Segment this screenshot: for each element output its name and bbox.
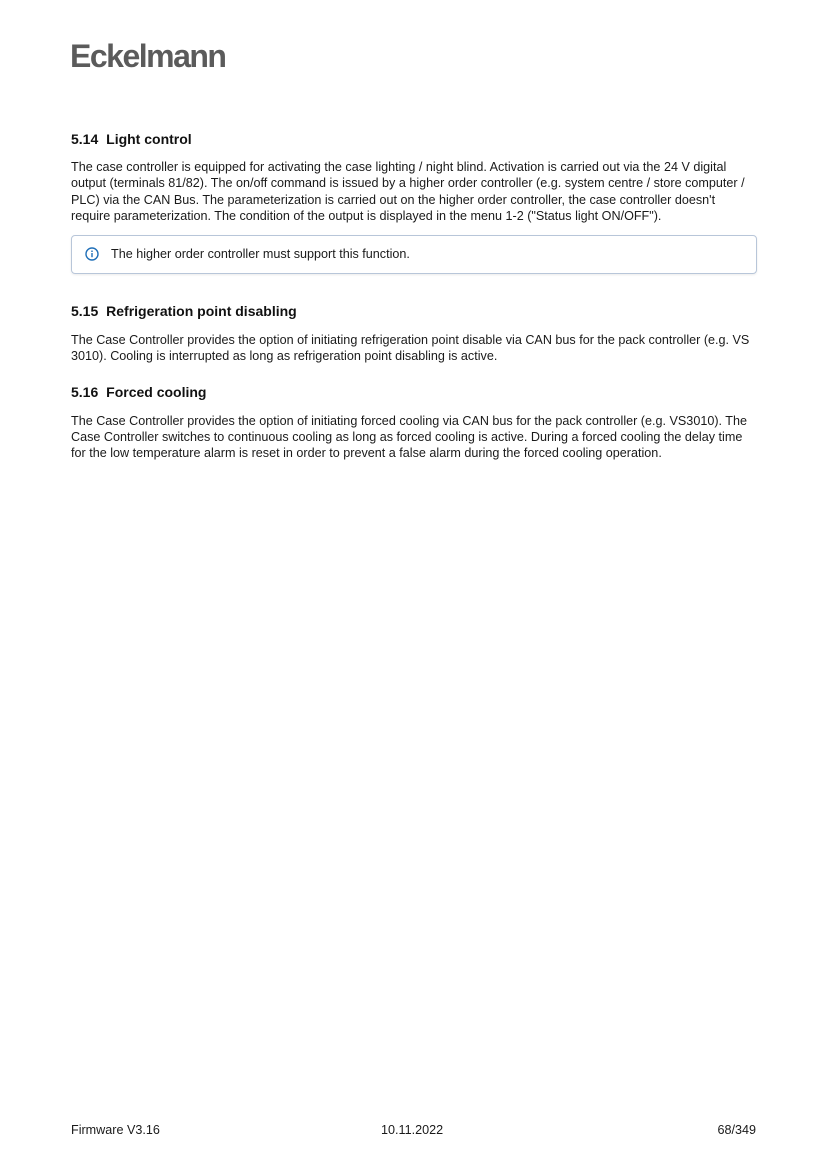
- page-content: [71, 130, 757, 479]
- section-light-control: [71, 130, 757, 274]
- section-number: 5.16: [71, 383, 99, 400]
- section-number: 5.14: [71, 131, 99, 147]
- note-text: The higher order controller must support this function.: [111, 247, 410, 261]
- section-body: The case controller is equipped for activating the case lighting / night blind. Activation is carried out via the 24 V digital output (terminals 81/82). The on/off command is issued by a higher order controller (e.g. system centre / store computer / PLC) via the CAN Bus. The parameterization is carried out on the higher order controller, the case controller doesn't require parameterization. The condition of the output is displayed in the menu 1-2 ("Status light ON/OFF").: [71, 160, 745, 223]
- section-title: Light control: [106, 131, 192, 147]
- section-title: Forced cooling: [106, 383, 207, 400]
- section-number: 5.15: [71, 303, 99, 319]
- section-heading: [71, 383, 757, 401]
- company-logo: Eckelmann: [70, 38, 226, 74]
- section-heading: [71, 130, 757, 148]
- section-body: The Case Controller provides the option of initiating refrigeration point disable via CAN bus for the pack controller (e.g. VS 3010). Cooling is interrupted as long as refrigeration point disabling is active.: [71, 333, 750, 364]
- section-title: Refrigeration point disabling: [106, 303, 297, 319]
- section-heading: [71, 302, 757, 320]
- section-forced-cooling: [71, 383, 757, 462]
- info-note: [71, 235, 757, 274]
- info-icon: [85, 247, 99, 261]
- section-refrigeration-point-disabling: [71, 302, 757, 365]
- footer-date: 10.11.2022: [381, 1123, 444, 1137]
- section-body: The Case Controller provides the option of initiating forced cooling via CAN bus for the pack controller (e.g. VS3010). The Case Controller switches to continuous cooling as long as forced cooling is active. During a forced cooling the delay time for the low temperature alarm is reset in order to prevent a false alarm during the forced cooling operation.: [71, 413, 747, 461]
- footer-firmware: Firmware V3.16: [71, 1123, 160, 1137]
- footer-page-number: 68/349: [717, 1123, 756, 1137]
